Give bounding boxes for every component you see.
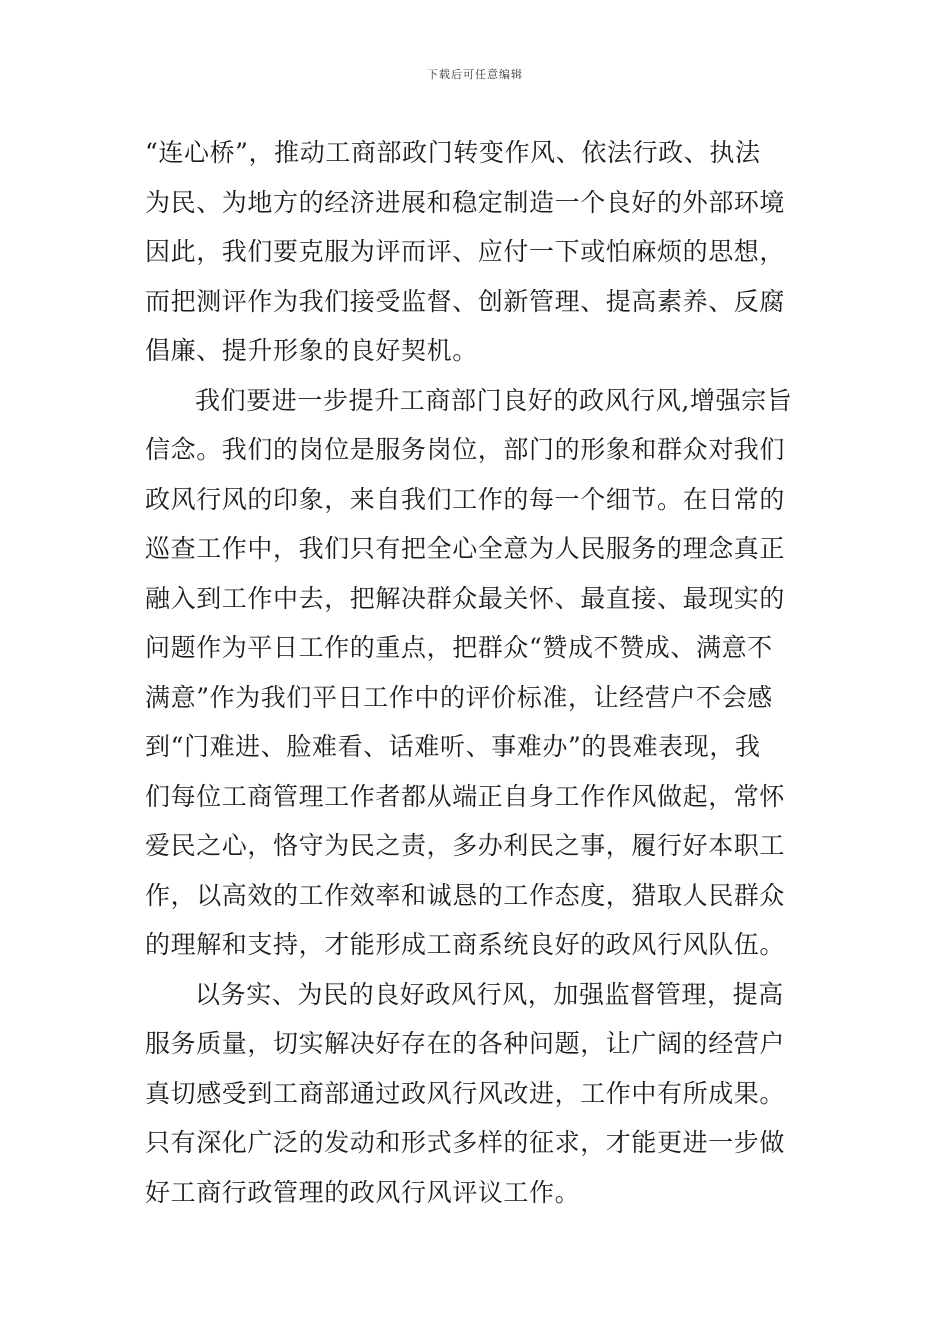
text-line: 真切感受到工商部通过政风行风改进，工作中有所成果。 bbox=[145, 1078, 786, 1108]
text-line: 只有深化广泛的发动和形式多样的征求，才能更进一步做 bbox=[145, 1128, 786, 1157]
text-line: 爱民之心，恪守为民之责，多办利民之事，履行好本职工 bbox=[145, 831, 786, 860]
text-line: 好工商行政管理的政风行风评议工作。 bbox=[145, 1177, 581, 1207]
text-line: 因此，我们要克服为评而评、应付一下或怕麻烦的思想， bbox=[145, 237, 786, 266]
text-line: 政风行风的印象，来自我们工作的每一个细节。在日常的 bbox=[145, 484, 786, 514]
text-line: 服务质量，切实解决好存在的各种问题，让广阔的经营户 bbox=[145, 1029, 786, 1058]
paragraph-first-line: 我们要进一步提升工商部门良好的政风行风,增强宗旨 bbox=[195, 385, 793, 415]
text-line: 到“门难进、脸难看、话难听、事难办”的畏难表现，我 bbox=[145, 732, 761, 761]
text-line: “连心桥”，推动工商部政门转变作风、依法行政、执法 bbox=[145, 138, 761, 167]
text-line: 们每位工商管理工作者都从端正自身工作作风做起，常怀 bbox=[145, 781, 786, 811]
paragraph-first-line: 以务实、为民的良好政风行风，加强监督管理，提高 bbox=[195, 979, 784, 1009]
text-line: 作，以高效的工作效率和诚恳的工作态度，猎取人民群众 bbox=[145, 880, 786, 910]
text-line: 问题作为平日工作的重点，把群众“赞成不赞成、满意不 bbox=[145, 633, 773, 662]
text-line: 融入到工作中去，把解决群众最关怀、最直接、最现实的 bbox=[145, 583, 786, 613]
header-note: 下载后可任意编辑 bbox=[427, 68, 523, 81]
text-line: 巡查工作中，我们只有把全心全意为人民服务的理念真正 bbox=[145, 534, 786, 563]
text-line: 信念。我们的岗位是服务岗位，部门的形象和群众对我们 bbox=[145, 435, 786, 464]
document-body bbox=[145, 128, 810, 1217]
text-line: 而把测评作为我们接受监督、创新管理、提高素养、反腐 bbox=[145, 286, 786, 316]
text-line: 为民、为地方的经济进展和稳定制造一个良好的外部环境 bbox=[145, 187, 786, 217]
text-line: 倡廉、提升形象的良好契机。 bbox=[145, 336, 478, 365]
text-line: 满意”作为我们平日工作中的评价标准，让经营户不会感 bbox=[145, 682, 773, 712]
text-line: 的理解和支持，才能形成工商系统良好的政风行风队伍。 bbox=[145, 930, 786, 959]
